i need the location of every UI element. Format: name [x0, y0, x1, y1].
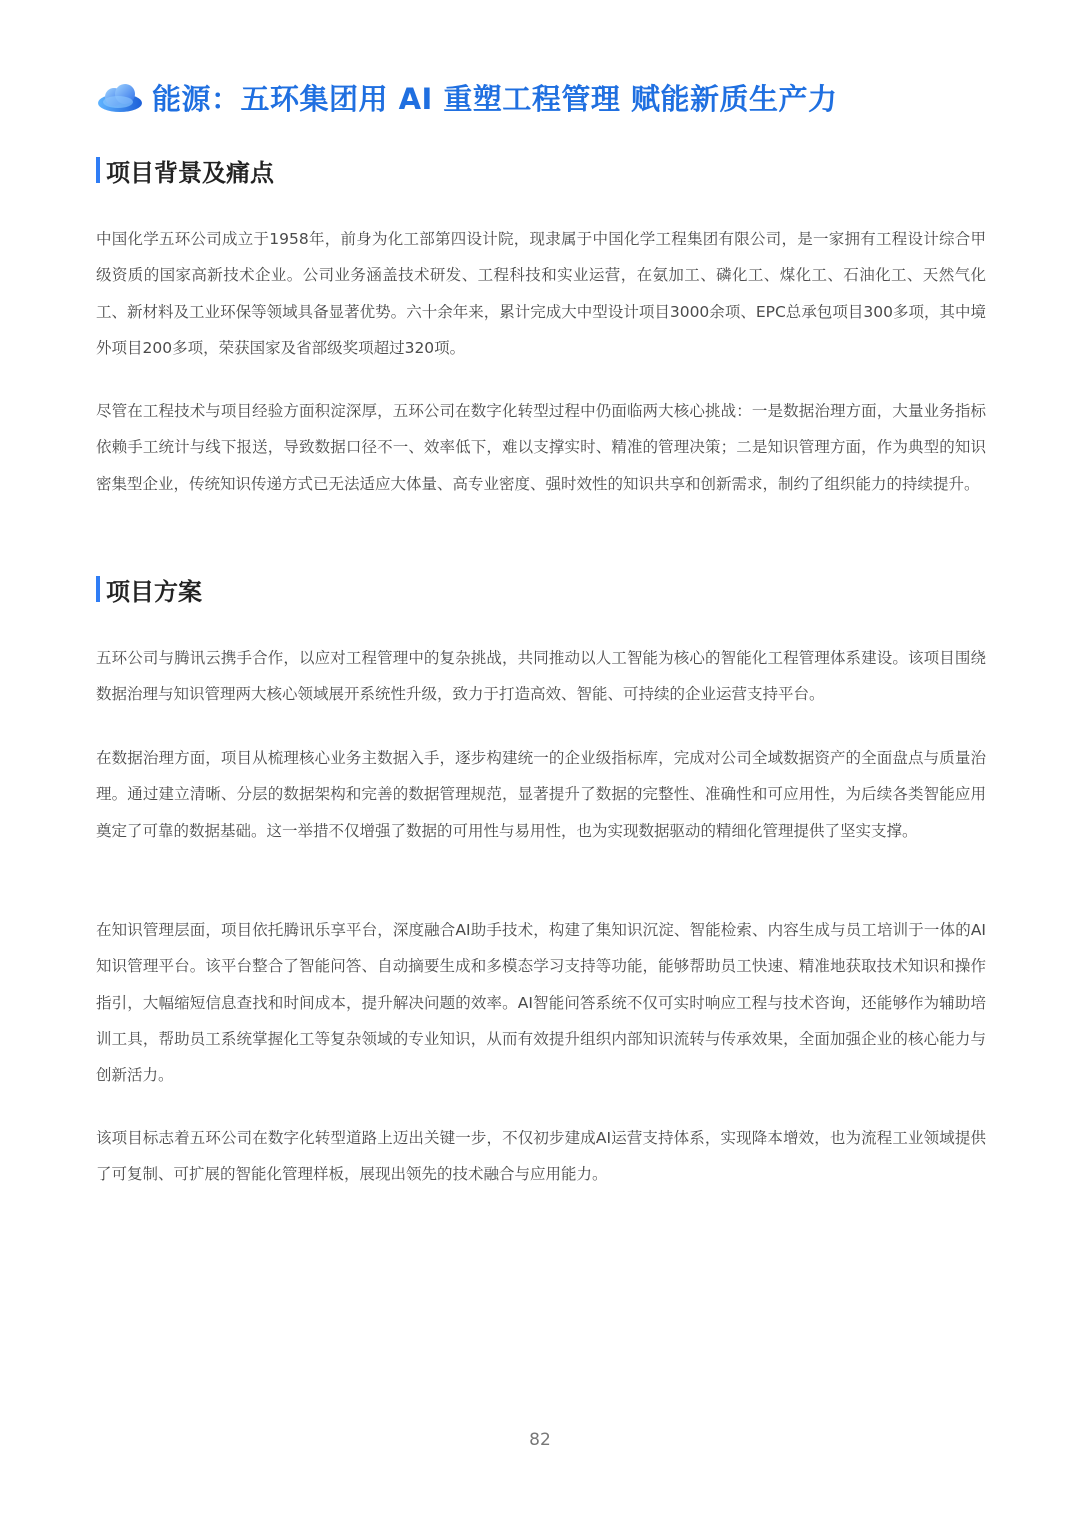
cloud-icon [96, 80, 144, 114]
paragraph-partnership: 五环公司与腾讯云携手合作，以应对工程管理中的复杂挑战，共同推动以人工智能为核心的智能化工程管理体系建设。该项目围绕数据治理与知识管理两大核心领域展开系统性升级，致力于打造高效、智能、可持续的企业运营支持平台。 [96, 649, 986, 704]
section-heading-solution [96, 572, 202, 606]
section-heading-background [96, 153, 274, 187]
paragraph-company-intro: 中国化学五环公司成立于1958年，前身为化工部第四设计院，现隶属于中国化学工程集团有限公司，是一家拥有工程设计综合甲级资质的国家高新技术企业。公司业务涵盖技术研发、工程科技和实业运营，在氨加工、磷化工、煤化工、石油化工、天然气化工、新材料及工业环保等领域具备显著优势。六十余年来，累计完成大中型设计项目3000余项、EPC总承包项目300多项，其中境外项目200多项，荣获国家及省部级奖项超过320项。 [96, 230, 986, 357]
section-heading-text: 项目背景及痛点 [106, 158, 274, 187]
page-number: 82 [529, 1430, 551, 1450]
section-heading-text: 项目方案 [106, 577, 202, 606]
page-header [96, 74, 996, 120]
paragraph-knowledge-management: 在知识管理层面，项目依托腾讯乐享平台，深度融合AI助手技术，构建了集知识沉淀、智能检索、内容生成与员工培训于一体的AI知识管理平台。该平台整合了智能问答、自动摘要生成和多模态学习支持等功能，能够帮助员工快速、精准地获取技术知识和操作指引，大幅缩短信息查找和时间成本，提升解决问题的效率。AI智能问答系统不仅可实时响应工程与技术咨询，还能够作为辅助培训工具，帮助员工系统掌握化工等复杂领域的专业知识，从而有效提升组织内部知识流转与传承效果，全面加强企业的核心能力与创新活力。 [96, 921, 986, 1085]
page-title: 能源：五环集团用 AI 重塑工程管理 赋能新质生产力 [152, 81, 838, 116]
heading-accent-bar [96, 576, 100, 602]
paragraph-conclusion: 该项目标志着五环公司在数字化转型道路上迈出关键一步，不仅初步建成AI运营支持体系，实现降本增效，也为流程工业领域提供了可复制、可扩展的智能化管理样板，展现出领先的技术融合与应用能力。 [96, 1129, 986, 1184]
paragraph-data-governance: 在数据治理方面，项目从梳理核心业务主数据入手，逐步构建统一的企业级指标库，完成对公司全域数据资产的全面盘点与质量治理。通过建立清晰、分层的数据架构和完善的数据管理规范，显著提升了数据的完整性、准确性和可应用性，为后续各类智能应用奠定了可靠的数据基础。这一举措不仅增强了数据的可用性与易用性，也为实现数据驱动的精细化管理提供了坚实支撑。 [96, 749, 986, 840]
heading-accent-bar [96, 157, 100, 183]
paragraph-challenges: 尽管在工程技术与项目经验方面积淀深厚，五环公司在数字化转型过程中仍面临两大核心挑战：一是数据治理方面，大量业务指标依赖手工统计与线下报送，导致数据口径不一、效率低下，难以支撑实时、精准的管理决策；二是知识管理方面，作为典型的知识密集型企业，传统知识传递方式已无法适应大体量、高专业密度、强时效性的知识共享和创新需求，制约了组织能力的持续提升。 [96, 402, 986, 493]
